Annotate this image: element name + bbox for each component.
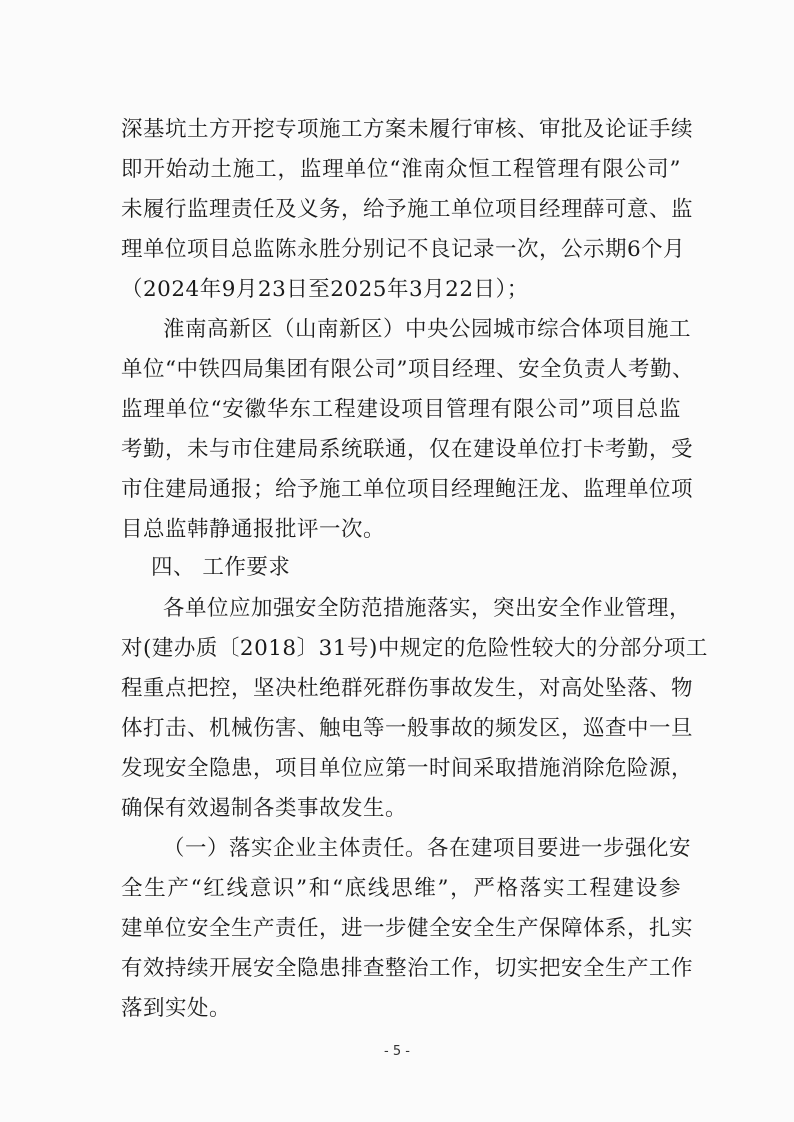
- paragraph-line: 全生产“红线意识”和“底线思维”，严格落实工程建设参: [121, 876, 681, 901]
- paragraph-line: 各单位应加强安全防范措施落实，突出安全作业管理，: [163, 596, 692, 621]
- paragraph-line: 监理单位“安徽华东工程建设项目管理有限公司”项目总监: [121, 397, 681, 422]
- page-number: - 5 -: [384, 1044, 410, 1059]
- paragraph-line: 对(建办质〔2018〕31号)中规定的危险性较大的分部分项工: [121, 636, 708, 661]
- paragraph-line: 发现安全隐患，项目单位应第一时间采取措施消除危险源，: [121, 756, 694, 781]
- paragraph-line: 有效持续开展安全隐患排查整治工作，切实把安全生产工作: [121, 956, 694, 981]
- paragraph-line: （2024年9月23日至2025年3月22日）；: [121, 277, 529, 302]
- paragraph-line: 目总监韩静通报批评一次。: [121, 517, 386, 542]
- paragraph-line: 考勤，未与市住建局系统联通，仅在建设单位打卡考勤，受: [121, 437, 694, 462]
- paragraph-line: 程重点把控，坚决杜绝群死群伤事故发生，对高处坠落、物: [121, 676, 694, 701]
- paragraph-line: 未履行监理责任及义务，给予施工单位项目经理薛可意、监: [121, 197, 694, 222]
- paragraph-line: 即开始动土施工，监理单位“淮南众恒工程管理有限公司”: [121, 157, 681, 182]
- paragraph-line: （一）落实企业主体责任。各在建项目要进一步强化安: [163, 836, 692, 861]
- paragraph-line: 建单位安全生产责任，进一步健全安全生产保障体系，扎实: [121, 916, 694, 941]
- section-heading: 四、 工作要求: [151, 555, 291, 580]
- paragraph-line: 深基坑土方开挖专项施工方案未履行审核、审批及论证手续: [121, 117, 694, 142]
- paragraph-line: 市住建局通报；给予施工单位项目经理鲍汪龙、监理单位项: [121, 477, 694, 502]
- paragraph-line: 体打击、机械伤害、触电等一般事故的频发区，巡查中一旦: [121, 716, 694, 741]
- paragraph-line: 确保有效遏制各类事故发生。: [121, 796, 408, 821]
- paragraph-line: 理单位项目总监陈永胜分别记不良记录一次，公示期6个月: [121, 237, 686, 262]
- paragraph-line: 淮南高新区（山南新区）中央公园城市综合体项目施工: [163, 317, 692, 342]
- paragraph-line: 单位“中铁四局集团有限公司”项目经理、安全负责人考勤、: [121, 357, 694, 382]
- paragraph-line: 落到实处。: [121, 996, 232, 1021]
